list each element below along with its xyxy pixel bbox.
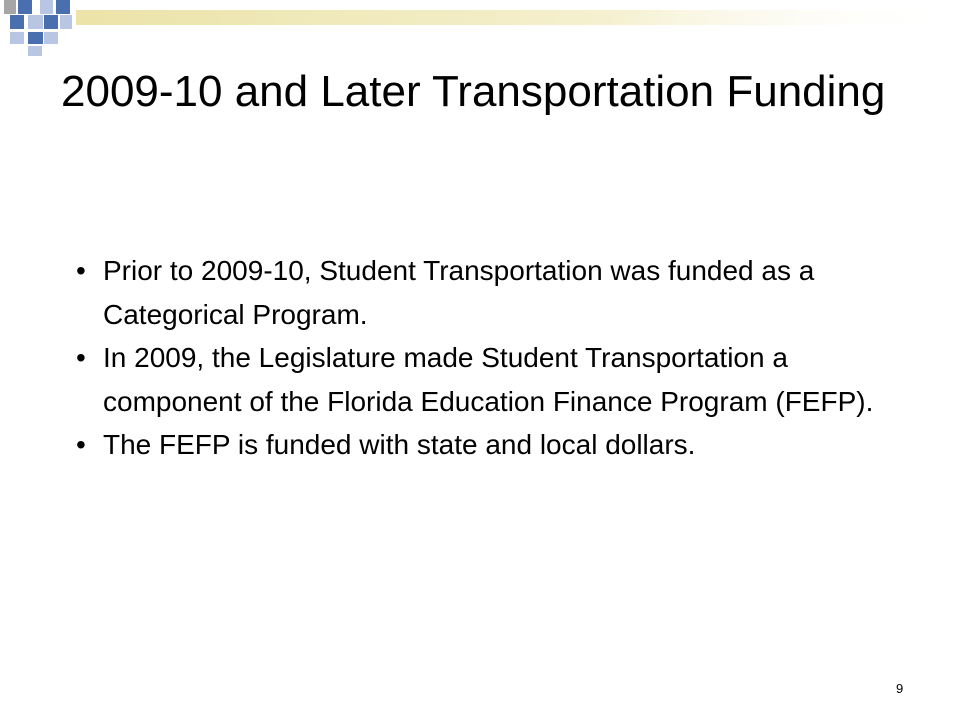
- header-decoration: [0, 0, 960, 60]
- deco-square-light-4: [10, 32, 24, 44]
- slide-title: 2009-10 and Later Transportation Funding: [61, 67, 886, 116]
- deco-square-light-1: [40, 0, 53, 14]
- deco-square-light-2: [28, 15, 43, 29]
- deco-square-blue-1: [18, 0, 32, 14]
- deco-square-light-6: [28, 46, 42, 56]
- bullet-text: In 2009, the Legislature made Student Transportation a component of the Florida Education Finance Program (FEFP).: [103, 342, 874, 417]
- bullet-list: [76, 249, 876, 467]
- bullet-item: [76, 423, 876, 467]
- bullet-text: The FEFP is funded with state and local dollars.: [103, 429, 696, 460]
- bullet-dot: •: [76, 342, 86, 373]
- bullet-item: [76, 249, 876, 336]
- gold-header-bar: [76, 10, 960, 25]
- deco-square-blue-5: [28, 32, 43, 44]
- bullet-dot: •: [76, 255, 86, 286]
- bullet-text: Prior to 2009-10, Student Transportation was funded as a Categorical Program.: [103, 255, 815, 330]
- page-number: 9: [896, 681, 904, 696]
- bullet-item: [76, 336, 876, 423]
- deco-square-blue-4: [44, 15, 58, 29]
- deco-square-grey: [4, 0, 16, 14]
- deco-square-blue-2: [56, 0, 70, 14]
- bullet-dot: •: [76, 429, 86, 460]
- deco-square-blue-3: [10, 15, 24, 29]
- deco-square-light-3: [60, 15, 72, 29]
- deco-square-light-5: [44, 32, 58, 44]
